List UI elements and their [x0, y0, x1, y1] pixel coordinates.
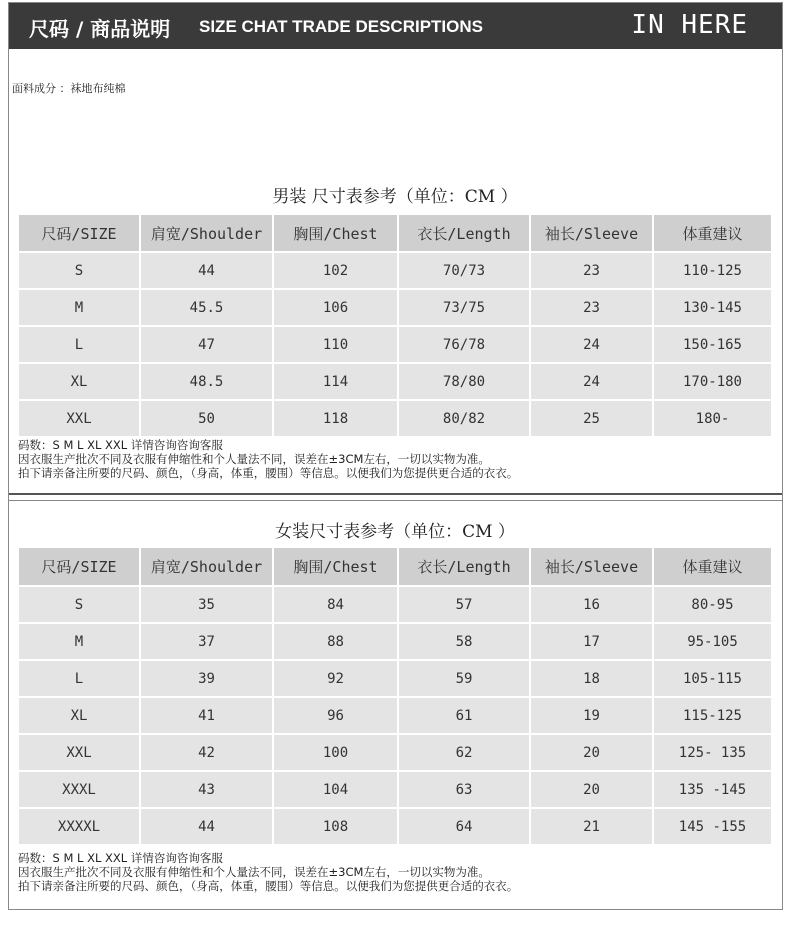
men-size-cell: XL — [19, 364, 139, 399]
men-size-cell: 114 — [274, 364, 397, 399]
women-note-line: 码数：S M L XL XXL 详情咨询咨询客服 — [18, 851, 223, 865]
men-size-cell: 150-165 — [654, 327, 771, 362]
women-header-cell: 袖长/Sleeve — [531, 548, 652, 585]
men-header-cell: 体重建议 — [654, 215, 771, 251]
women-size-cell: 96 — [274, 698, 397, 733]
women-size-cell: 20 — [531, 735, 652, 770]
women-size-cell: 95-105 — [654, 624, 771, 659]
women-size-cell: 135 -145 — [654, 772, 771, 807]
women-size-cell: M — [19, 624, 139, 659]
men-size-cell: 50 — [141, 401, 272, 436]
header-banner — [9, 3, 782, 49]
men-size-cell: 73/75 — [399, 290, 529, 325]
men-header-cell: 尺码/SIZE — [19, 215, 139, 251]
men-size-cell: 45.5 — [141, 290, 272, 325]
men-size-cell: 25 — [531, 401, 652, 436]
women-size-title: 女装尺寸表参考（单位：CM ） — [275, 522, 515, 542]
section-divider — [9, 493, 782, 495]
men-header-cell: 肩宽/Shoulder — [141, 215, 272, 251]
men-size-table — [17, 213, 773, 438]
women-size-cell: 57 — [399, 587, 529, 622]
women-note-line: 因衣服生产批次不同及衣服有伸缩性和个人量法不同，误差在±3CM左右，一切以实物为准。 — [18, 865, 490, 879]
women-size-cell: 63 — [399, 772, 529, 807]
women-size-cell: 18 — [531, 661, 652, 696]
men-size-row — [19, 253, 771, 288]
women-size-cell: 39 — [141, 661, 272, 696]
women-header-row — [19, 548, 771, 585]
women-size-cell: 21 — [531, 809, 652, 844]
men-size-cell: 130-145 — [654, 290, 771, 325]
women-size-cell: 19 — [531, 698, 652, 733]
women-size-cell: 61 — [399, 698, 529, 733]
women-size-row — [19, 698, 771, 733]
men-size-title: 男装 尺寸表参考（单位：CM ） — [272, 187, 518, 207]
women-header-cell: 胸围/Chest — [274, 548, 397, 585]
women-size-cell: XXXXL — [19, 809, 139, 844]
men-size-cell: 180- — [654, 401, 771, 436]
men-size-cell: 24 — [531, 327, 652, 362]
men-size-cell: 110 — [274, 327, 397, 362]
men-header-row — [19, 215, 771, 251]
women-size-row — [19, 772, 771, 807]
men-size-cell: 170-180 — [654, 364, 771, 399]
women-size-cell: S — [19, 587, 139, 622]
men-size-cell: S — [19, 253, 139, 288]
header-en-title: SIZE CHAT TRADE DESCRIPTIONS — [199, 17, 483, 36]
men-size-cell: 24 — [531, 364, 652, 399]
women-size-cell: 62 — [399, 735, 529, 770]
men-size-cell: 106 — [274, 290, 397, 325]
women-size-cell: 100 — [274, 735, 397, 770]
women-size-cell: 20 — [531, 772, 652, 807]
men-size-cell: 48.5 — [141, 364, 272, 399]
section-divider-thin — [9, 500, 782, 501]
women-size-cell: 42 — [141, 735, 272, 770]
women-header-cell: 肩宽/Shoulder — [141, 548, 272, 585]
men-size-cell: 70/73 — [399, 253, 529, 288]
men-note-line: 因衣服生产批次不同及衣服有伸缩性和个人量法不同，误差在±3CM左右，一切以实物为准。 — [18, 452, 490, 466]
women-size-cell: 145 -155 — [654, 809, 771, 844]
men-size-row — [19, 364, 771, 399]
women-size-cell: 44 — [141, 809, 272, 844]
women-size-cell: 108 — [274, 809, 397, 844]
men-size-cell: 47 — [141, 327, 272, 362]
women-size-row — [19, 809, 771, 844]
women-size-cell: 43 — [141, 772, 272, 807]
women-size-row — [19, 624, 771, 659]
men-header-cell: 衣长/Length — [399, 215, 529, 251]
women-size-cell: XXL — [19, 735, 139, 770]
women-size-cell: 92 — [274, 661, 397, 696]
women-header-cell: 尺码/SIZE — [19, 548, 139, 585]
men-size-cell: 23 — [531, 290, 652, 325]
women-size-cell: 17 — [531, 624, 652, 659]
women-size-row — [19, 735, 771, 770]
men-size-cell: 80/82 — [399, 401, 529, 436]
fabric-composition: 面料成分 ：袜地布纯棉 — [12, 82, 126, 95]
men-size-cell: XXL — [19, 401, 139, 436]
women-size-table — [17, 546, 773, 846]
women-header-cell: 衣长/Length — [399, 548, 529, 585]
men-header-cell: 袖长/Sleeve — [531, 215, 652, 251]
women-size-cell: 16 — [531, 587, 652, 622]
men-size-row — [19, 290, 771, 325]
women-size-cell: 84 — [274, 587, 397, 622]
men-note-line: 码数：S M L XL XXL 详情咨询咨询客服 — [18, 438, 223, 452]
women-size-cell: 80-95 — [654, 587, 771, 622]
men-note-line: 拍下请亲备注所要的尺码、颜色，（身高，体重，腰围）等信息。以便我们为您提供更合适的衣衣。 — [18, 466, 519, 480]
women-size-cell: 105-115 — [654, 661, 771, 696]
men-size-cell: 118 — [274, 401, 397, 436]
header-right-text: IN HERE — [631, 10, 748, 40]
men-size-row — [19, 327, 771, 362]
women-size-cell: 58 — [399, 624, 529, 659]
women-size-row — [19, 587, 771, 622]
men-size-cell: M — [19, 290, 139, 325]
men-size-cell: 78/80 — [399, 364, 529, 399]
men-size-cell: 110-125 — [654, 253, 771, 288]
men-size-cell: 102 — [274, 253, 397, 288]
women-size-cell: 115-125 — [654, 698, 771, 733]
women-size-cell: XL — [19, 698, 139, 733]
women-note-line: 拍下请亲备注所要的尺码、颜色，（身高，体重，腰围）等信息。以便我们为您提供更合适的衣衣。 — [18, 879, 519, 893]
men-header-cell: 胸围/Chest — [274, 215, 397, 251]
women-size-cell: 125- 135 — [654, 735, 771, 770]
women-size-cell: 41 — [141, 698, 272, 733]
header-cn-title: 尺码 / 商品说明 — [29, 17, 171, 41]
women-header-cell: 体重建议 — [654, 548, 771, 585]
men-size-cell: 23 — [531, 253, 652, 288]
women-size-cell: XXXL — [19, 772, 139, 807]
men-size-cell: L — [19, 327, 139, 362]
men-size-row — [19, 401, 771, 436]
women-size-cell: L — [19, 661, 139, 696]
women-size-cell: 104 — [274, 772, 397, 807]
men-size-cell: 44 — [141, 253, 272, 288]
women-size-row — [19, 661, 771, 696]
men-size-cell: 76/78 — [399, 327, 529, 362]
women-size-cell: 64 — [399, 809, 529, 844]
women-size-cell: 37 — [141, 624, 272, 659]
women-notes — [18, 851, 770, 893]
women-size-cell: 59 — [399, 661, 529, 696]
women-size-cell: 88 — [274, 624, 397, 659]
women-size-cell: 35 — [141, 587, 272, 622]
men-notes — [18, 438, 770, 480]
